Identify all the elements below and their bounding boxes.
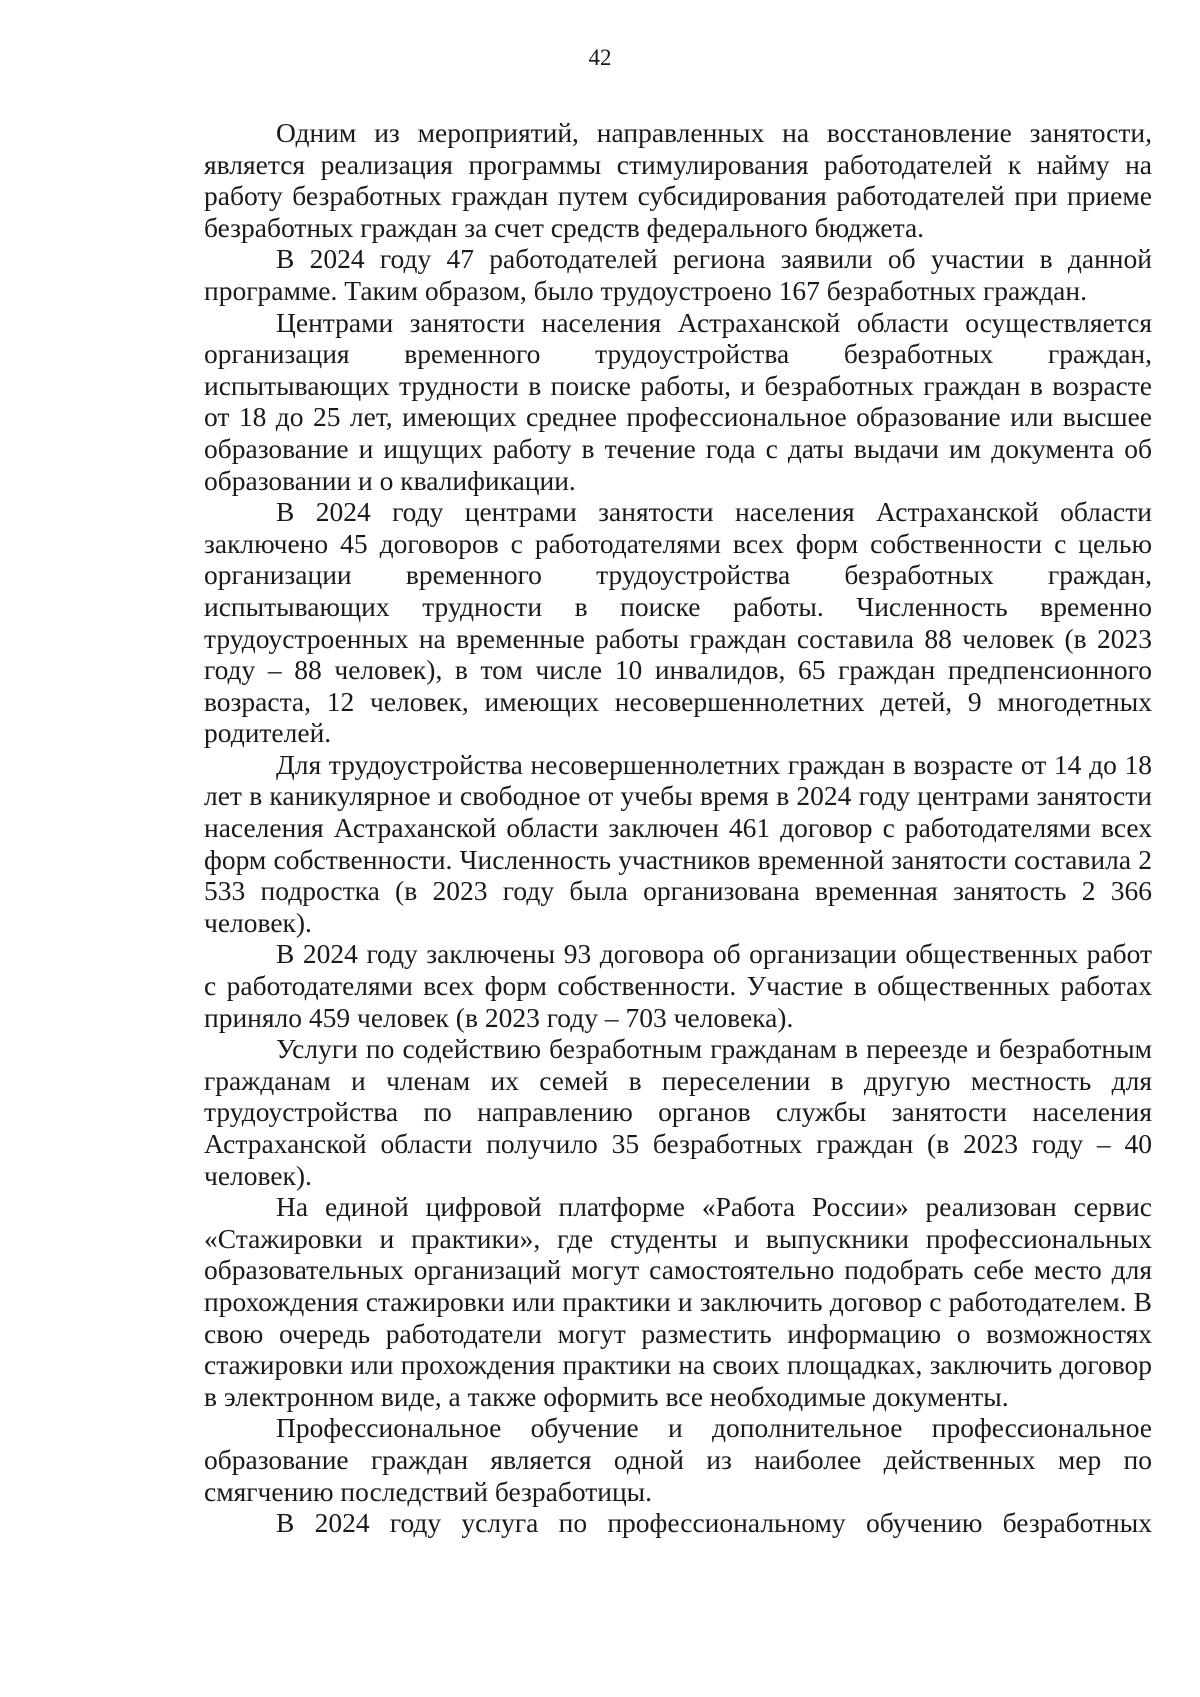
document-body — [204, 117, 1152, 1539]
paragraph: Услуги по содействию безработным гражданам в переезде и безработным гражданам и членам их семей в переселении в другую местность для трудоустройства по направлению органов службы занятости населения Астраханской области получило 35 безработных граждан (в 2023 году – 40 человек). — [204, 1033, 1152, 1191]
paragraph: В 2024 году заключены 93 договора об организации общественных работ с работодателями всех форм собственности. Участие в общественных работах приняло 459 человек (в 2023 году – 703 человека). — [204, 938, 1152, 1033]
paragraph: В 2024 году 47 работодателей региона заявили об участии в данной программе. Таким образом, было трудоустроено 167 безработных граждан. — [204, 243, 1152, 306]
paragraph: Одним из мероприятий, направленных на восстановление занятости, является реализация программы стимулирования работодателей к найму на работу безработных граждан путем субсидирования работодателей при приеме безработных граждан за счет средств федерального бюджета. — [204, 117, 1152, 243]
paragraph: Центрами занятости населения Астраханской области осуществляется организация временного трудоустройства безработных граждан, испытывающих трудности в поиске работы, и безработных граждан в возрасте от 18 до 25 лет, имеющих среднее профессиональное образование или высшее образование и ищущих работу в течение года с даты выдачи им документа об образовании и о квалификации. — [204, 306, 1152, 496]
paragraph: Для трудоустройства несовершеннолетних граждан в возрасте от 14 до 18 лет в каникулярное и свободное от учебы время в 2024 году центрами занятости населения Астраханской области заключен 461 договор с работодателями всех форм собственности. Численность участников временной занятости составила 2 533 подростка (в 2023 году была организована временная занятость 2 366 человек). — [204, 748, 1152, 938]
page-number: 42 — [588, 45, 612, 70]
paragraph: Профессиональное обучение и дополнительное профессиональное образование граждан является одной из наиболее действенных мер по смягчению последствий безработицы. — [204, 1412, 1152, 1507]
paragraph: На единой цифровой платформе «Работа России» реализован сервис «Стажировки и практики», где студенты и выпускники профессиональных образовательных организаций могут самостоятельно подобрать себе место для прохождения стажировки или практики и заключить договор с работодателем. В свою очередь работодатели могут разместить информацию о возможностях стажировки или прохождения практики на своих площадках, заключить договор в электронном виде, а также оформить все необходимые документы. — [204, 1191, 1152, 1412]
paragraph-truncated: В 2024 году услуга по профессиональному обучению безработных — [276, 1507, 1152, 1539]
paragraph: В 2024 году центрами занятости населения Астраханской области заключено 45 договоров с работодателями всех форм собственности с целью организации временного трудоустройства безработных граждан, испытывающих трудности в поиске работы. Численность временно трудоустроенных на временные работы граждан составила 88 человек (в 2023 году – 88 человек), в том числе 10 инвалидов, 65 граждан предпенсионного возраста, 12 человек, имеющих несовершеннолетних детей, 9 многодетных родителей. — [204, 496, 1152, 749]
